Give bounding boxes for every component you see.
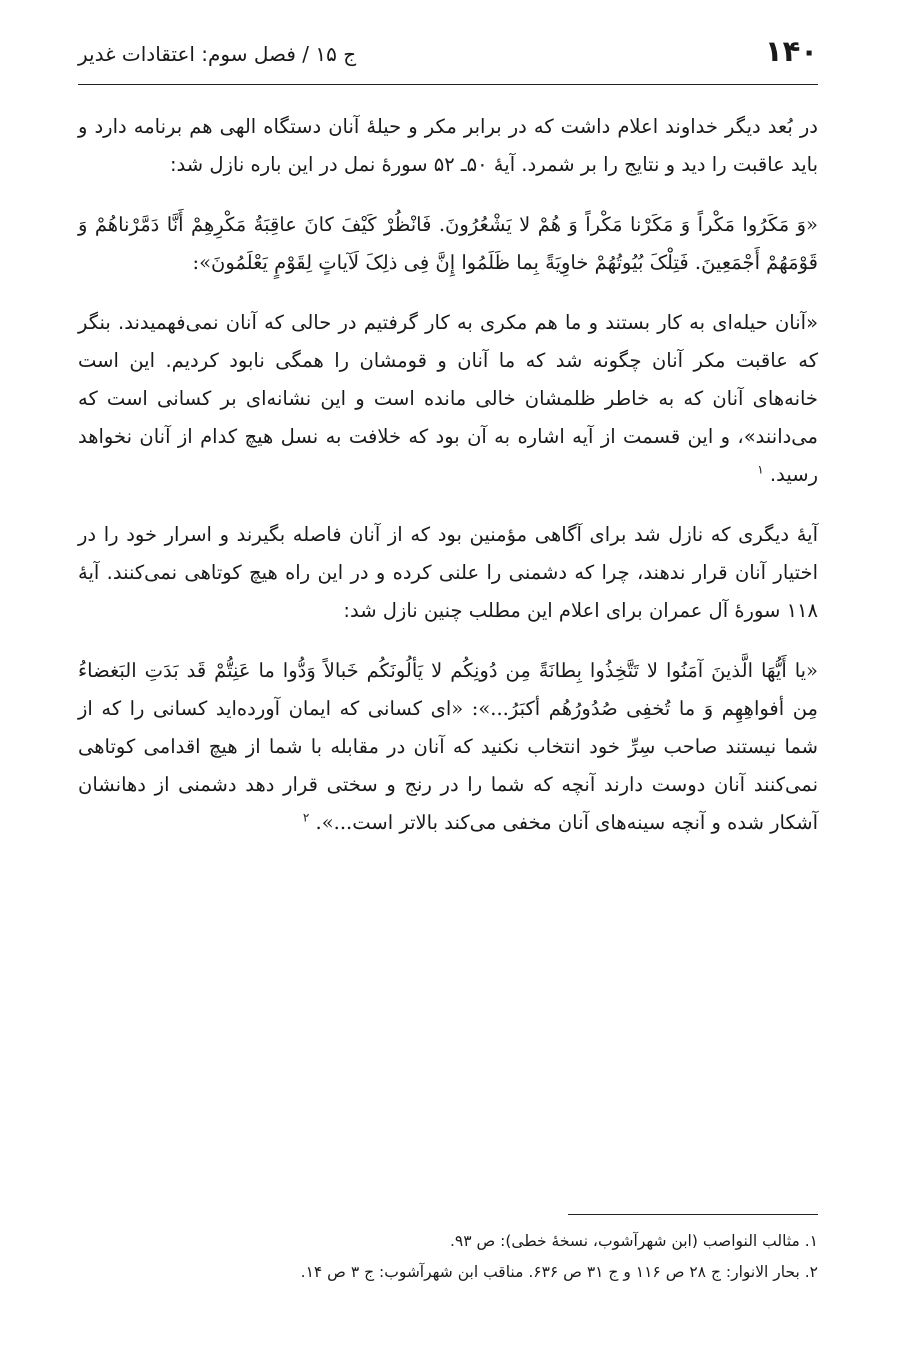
paragraph-text: «آنان حیله‌ای به کار بستند و ما هم مکری به کار گرفتیم در حالی که آنان نمی‌فهمیدند. بنگر که عاقبت مکر آنان چگونه شد که ما آنان و قومشان را همگی نابود کردیم. این است خانه‌های آنان که به خاطر ظلمشان خالی مانده است و این نشانه‌ای بر کسانی است که می‌دانند»، و این قسمت از آیه اشاره به آن بود که خلافت به نسل هیچ کدام از آنان نخواهد رسید. [78, 311, 818, 486]
footnotes [78, 1226, 818, 1288]
verse-text: «یا أَیُّهَا الَّذینَ آمَنُوا لا تَتَّخِذُوا بِطانَةً مِن دُونِکُم لا یَألُونَکُم خَبالاً وَدُّوا ما عَنِتُّمْ قَد بَدَتِ البَغضاءُ مِن أفواهِهِم وَ ما تُخفِی صُدُورُهُم أکبَرُ...»: «ای کسانی که ایمان آورده‌اید کسانی را که از شما نیستند صاحب سِرِّ خود انتخاب نکنید که آنان در مقابله با شما از هیچ اقدامی کوتاهی نمی‌کنند آنان دوست دارند آنچه که شما را در رنج و سختی قرار دهد دشمنی از دهانشان آشکار شده و آنچه سینه‌های آنان مخفی می‌کند بالاتر است...». [78, 659, 818, 834]
paragraph-text: آیهٔ دیگری که نازل شد برای آگاهی مؤمنین بود که از آنان فاصله بگیرند و اسرار خود را در اختیار آنان قرار ندهند، چرا که دشمنی را علنی کرده و در این راه هیچ کوتاهی نمی‌کنند. آیهٔ ۱۱۸ سورهٔ آل عمران برای اعلام این مطلب چنین نازل شد: [78, 523, 818, 622]
paragraph [78, 108, 818, 184]
running-head: ج ۱۵ / فصل سوم: اعتقادات غدیر [78, 42, 357, 66]
footnote-ref[interactable]: ۲ [302, 810, 310, 825]
quran-verse-quote [78, 206, 818, 282]
verse-text: «وَ مَکَرُوا مَکْراً وَ مَکَرْنا مَکْراً وَ هُمْ لا یَشْعُرُونَ. فَانْظُرْ کَیْفَ کانَ عاقِبَةُ مَکْرِهِمْ أَنَّا دَمَّرْناهُمْ وَ قَوْمَهُمْ أَجْمَعِینَ. فَتِلْکَ بُیُوتُهُمْ خاوِیَةً بِما ظَلَمُوا إِنَّ فِی ذلِکَ لَآیاتٍ لِقَوْمٍ یَعْلَمُونَ»: [78, 213, 818, 274]
footnote-divider [568, 1214, 818, 1215]
page-number: ۱۴۰ [764, 34, 818, 68]
paragraph [78, 516, 818, 630]
quran-verse-quote [78, 652, 818, 842]
footnote: ۱. مثالب النواصب (ابن شهرآشوب، نسخهٔ خطی): ص ۹۳. [449, 1232, 818, 1250]
paragraph [78, 304, 818, 494]
paragraph-text: در بُعد دیگر خداوند اعلام داشت که در برابر مکر و حیلهٔ آنان دستگاه الهی هم برنامه دارد و باید عاقبت را دید و نتایج را بر شمرد. آیهٔ ۵۰ـ ۵۲ سورهٔ نمل در این باره نازل شد: [78, 115, 818, 176]
footnote-ref[interactable]: ۱ [757, 462, 764, 477]
footnote: ۲. بحار الانوار: ج ۲۸ ص ۱۱۶ و ج ۳۱ ص ۶۳۶. مناقب ابن شهرآشوب: ج ۳ ص ۱۴. [300, 1263, 818, 1281]
page-header [78, 28, 818, 85]
body-text [78, 108, 818, 864]
